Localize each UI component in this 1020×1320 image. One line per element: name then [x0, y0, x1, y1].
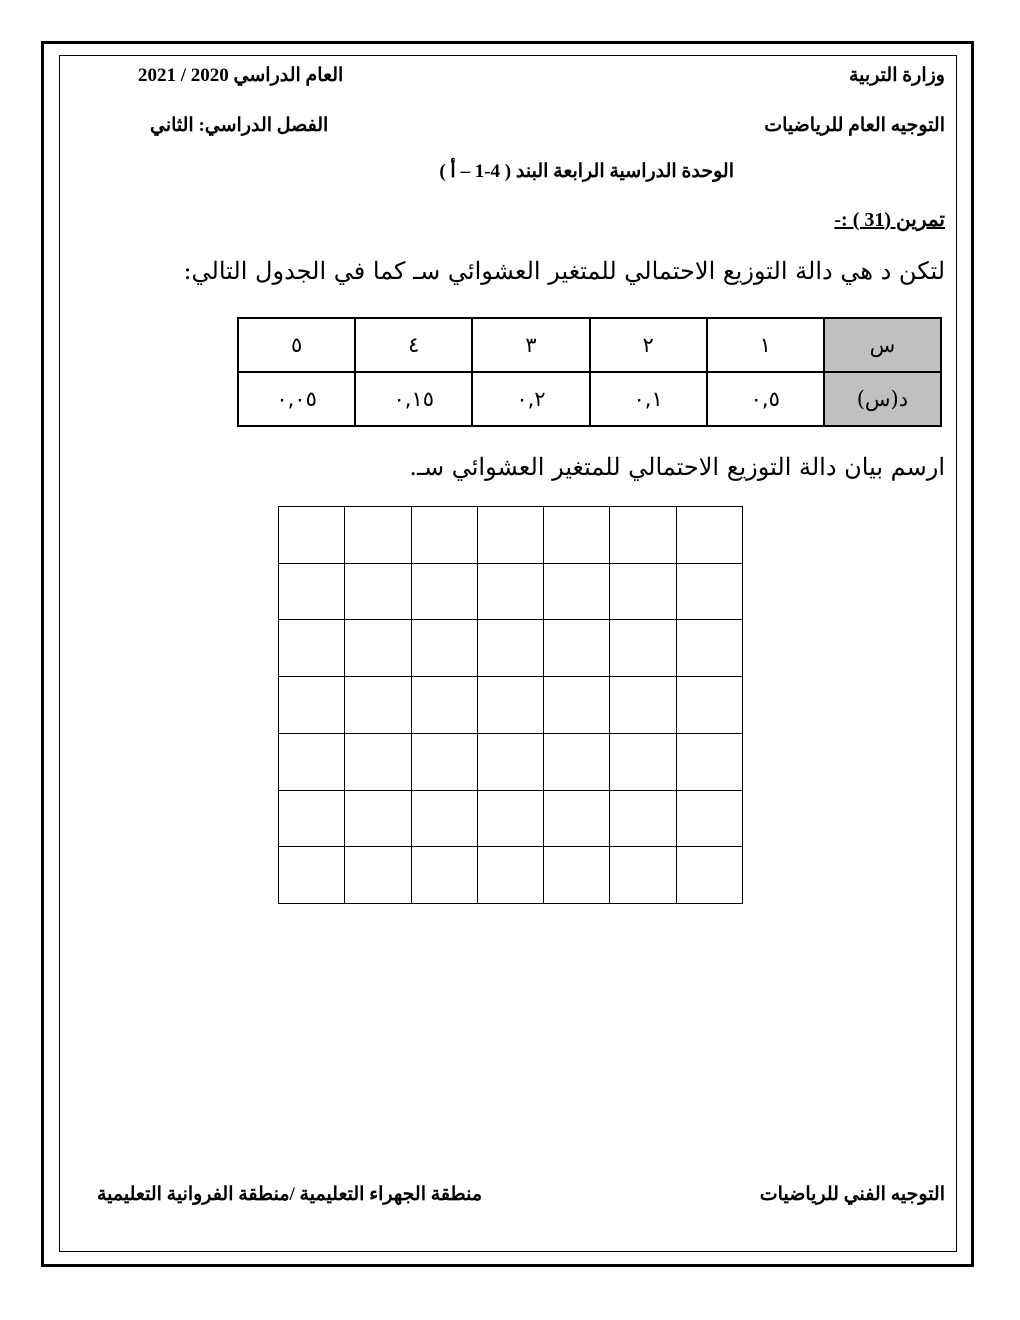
grid-cell	[676, 733, 742, 790]
grid-cell	[676, 790, 742, 847]
table-cell: ٥	[238, 318, 355, 372]
grid-cell	[279, 733, 345, 790]
grid-cell	[477, 677, 543, 734]
grid-cell	[544, 563, 610, 620]
table-cell: ٠,٥	[707, 372, 824, 426]
grid-cell	[279, 677, 345, 734]
grid-cell	[676, 847, 742, 904]
table-cell: ٠,١٥	[355, 372, 472, 426]
grid-cell	[279, 620, 345, 677]
grid-cell	[345, 507, 411, 564]
table-cell: ٣	[472, 318, 589, 372]
grid-cell	[279, 563, 345, 620]
grid-cell	[477, 790, 543, 847]
grid-cell	[544, 733, 610, 790]
grid-cell	[544, 620, 610, 677]
grid-cell	[676, 563, 742, 620]
grid-cell	[477, 847, 543, 904]
grid-cell	[610, 620, 676, 677]
exercise-title: تمرين (31 ) :-	[834, 209, 945, 231]
distribution-table	[237, 317, 942, 427]
footer-department: التوجيه الفني للرياضيات	[759, 1184, 945, 1205]
table-row-px	[238, 372, 941, 426]
grid-cell	[610, 507, 676, 564]
grid-cell	[544, 677, 610, 734]
exercise-intro: لتكن د هي دالة التوزيع الاحتمالي للمتغير العشوائي سـ كما في الجدول التالي:	[183, 257, 945, 285]
department-label: التوجيه العام للرياضيات	[764, 115, 945, 136]
grid-cell	[544, 507, 610, 564]
grid-cell	[411, 847, 477, 904]
footer-regions: منطقة الجهراء التعليمية /منطقة الفروانية التعليمية	[97, 1184, 483, 1205]
grid-cell	[345, 677, 411, 734]
x-header-cell: س	[824, 318, 941, 372]
grid-cell	[610, 677, 676, 734]
grid-cell	[279, 847, 345, 904]
academic-year: العام الدراسي 2020 / 2021	[138, 65, 344, 86]
exercise-task: ارسم بيان دالة التوزيع الاحتمالي للمتغير العشوائي سـ.	[409, 453, 945, 481]
table-row-x	[238, 318, 941, 372]
grid-cell	[345, 563, 411, 620]
grid-cell	[411, 733, 477, 790]
table-cell: ٠,٢	[472, 372, 589, 426]
grid-cell	[676, 507, 742, 564]
grid-cell	[345, 620, 411, 677]
grid-cell	[676, 620, 742, 677]
grid-cell	[676, 677, 742, 734]
semester-label: الفصل الدراسي: الثاني	[150, 115, 329, 136]
grid-cell	[411, 563, 477, 620]
grid-cell	[544, 847, 610, 904]
ministry-label: وزارة التربية	[848, 65, 945, 86]
grid-cell	[477, 563, 543, 620]
grid-cell	[477, 620, 543, 677]
drawing-grid	[278, 506, 743, 904]
grid-cell	[477, 733, 543, 790]
table-cell: ٠,٠٥	[238, 372, 355, 426]
unit-title: الوحدة الدراسية الرابعة البند ( 4-1 – أ )	[439, 161, 734, 182]
grid-cell	[544, 790, 610, 847]
grid-cell	[610, 563, 676, 620]
grid-cell	[345, 790, 411, 847]
table-cell: ٠,١	[590, 372, 707, 426]
grid-cell	[610, 790, 676, 847]
px-header-cell: د(س)	[824, 372, 941, 426]
grid-cell	[610, 733, 676, 790]
grid-cell	[477, 507, 543, 564]
grid-cell	[345, 847, 411, 904]
grid-cell	[411, 620, 477, 677]
grid-cell	[411, 677, 477, 734]
table-cell: ٢	[590, 318, 707, 372]
table-cell: ٤	[355, 318, 472, 372]
grid-cell	[411, 507, 477, 564]
grid-cell	[279, 790, 345, 847]
grid-cell	[279, 507, 345, 564]
grid-cell	[610, 847, 676, 904]
grid-cell	[411, 790, 477, 847]
grid-cell	[345, 733, 411, 790]
table-cell: ١	[707, 318, 824, 372]
